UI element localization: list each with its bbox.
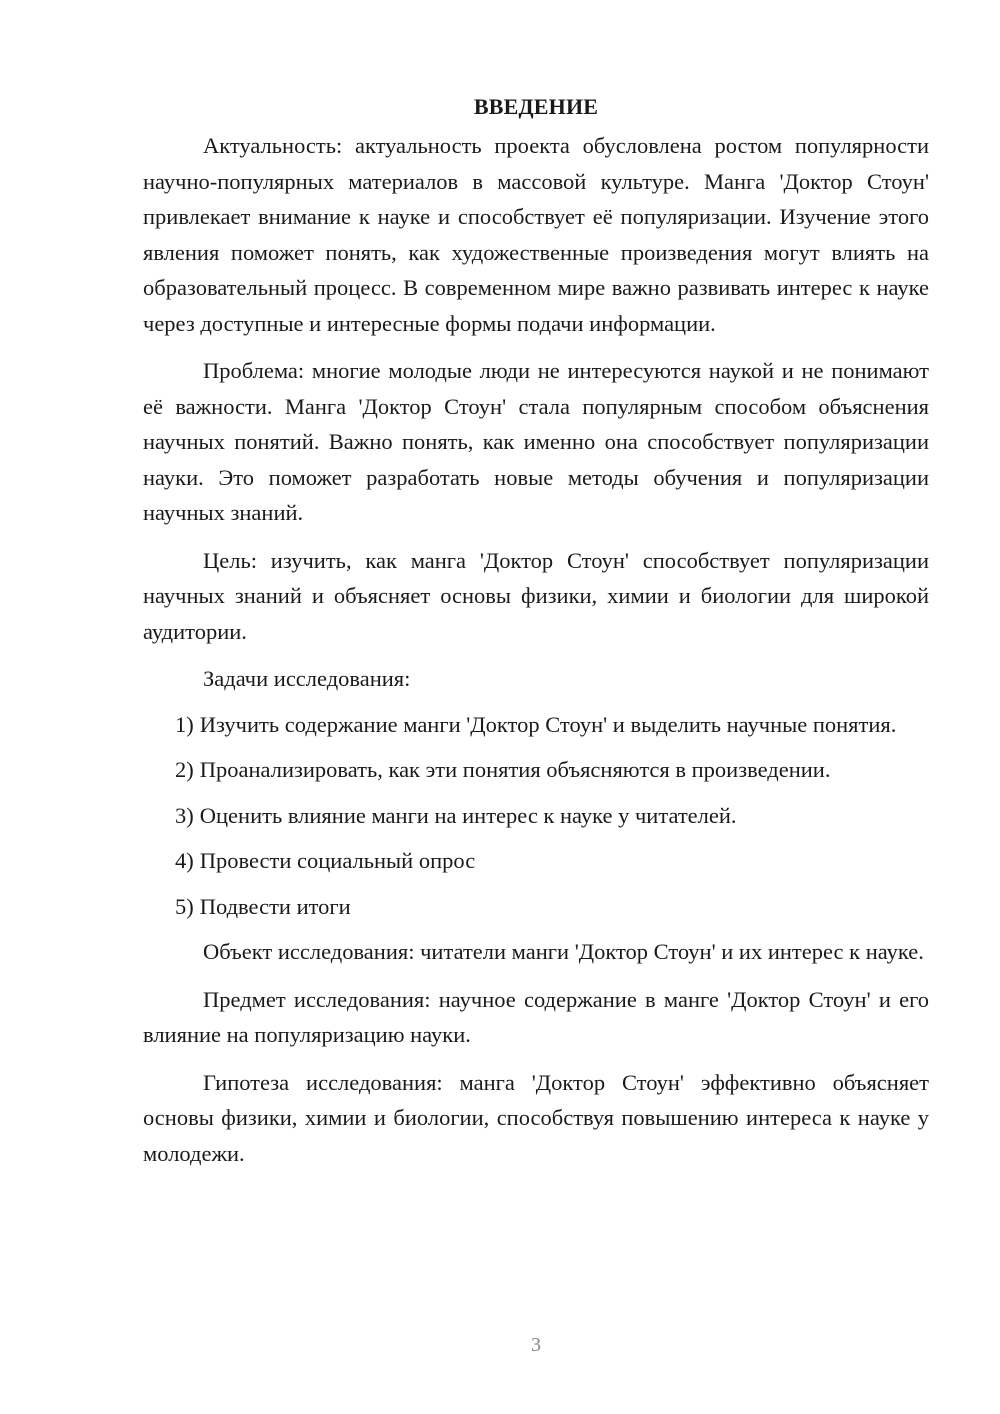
task-item bbox=[143, 798, 929, 834]
section-heading: ВВЕДЕНИЕ bbox=[473, 94, 599, 119]
task-item bbox=[143, 752, 929, 788]
task-text: Провести социальный опрос bbox=[199, 848, 476, 873]
task-number: 4) bbox=[175, 848, 194, 873]
task-number: 1) bbox=[175, 711, 194, 737]
task-item bbox=[143, 707, 929, 743]
task-number: 3) bbox=[175, 802, 194, 828]
goal-paragraph: Цель: изучить, как манга 'Доктор Стоун' способствует популяризации научных знаний и объясняет основы физики, химии и биологии для широкой аудитории. bbox=[143, 547, 929, 644]
subject-paragraph: Предмет исследования: научное содержание в манге 'Доктор Стоун' и его влияние на популяризацию науки. bbox=[143, 986, 929, 1047]
task-item bbox=[143, 843, 929, 879]
page-number: 3 bbox=[531, 1334, 541, 1356]
hypothesis-paragraph: Гипотеза исследования: манга 'Доктор Стоун' эффективно объясняет основы физики, химии и биологии, способствуя повышению интереса к науке у молодежи. bbox=[143, 1069, 929, 1166]
relevance-paragraph: Актуальность: актуальность проекта обусловлена ростом популярности научно-популярных материалов в массовой культуре. Манга 'Доктор Стоун' привлекает внимание к науке и способствует её популяризации. Изучение этого явления поможет понять, как художественные произведения могут влиять на образовательный процесс. В современном мире важно развивать интерес к науке через доступные и интересные формы подачи информации. bbox=[143, 133, 929, 336]
document-page bbox=[143, 92, 929, 1183]
task-text: Проанализировать, как эти понятия объясняются в произведении. bbox=[199, 757, 831, 782]
problem-paragraph: Проблема: многие молодые люди не интересуются наукой и не понимают её важности. Манга 'Доктор Стоун' стала популярным способом объяснения научных понятий. Важно понять, как именно она способствует популяризации науки. Это поможет разработать новые методы обучения и популяризации научных знаний. bbox=[143, 358, 929, 525]
task-number: 5) bbox=[175, 893, 194, 919]
task-text: Изучить содержание манги 'Доктор Стоун' и выделить научные понятия. bbox=[199, 711, 897, 737]
tasks-list bbox=[143, 707, 929, 925]
task-text: Подвести итоги bbox=[199, 893, 351, 919]
task-number: 2) bbox=[175, 757, 194, 782]
task-text: Оценить влияние манги на интерес к науке у читателей. bbox=[199, 802, 737, 828]
tasks-title: Задачи исследования: bbox=[203, 666, 411, 691]
object-paragraph: Объект исследования: читатели манги 'Доктор Стоун' и их интерес к науке. bbox=[203, 939, 924, 964]
task-item bbox=[143, 889, 929, 925]
